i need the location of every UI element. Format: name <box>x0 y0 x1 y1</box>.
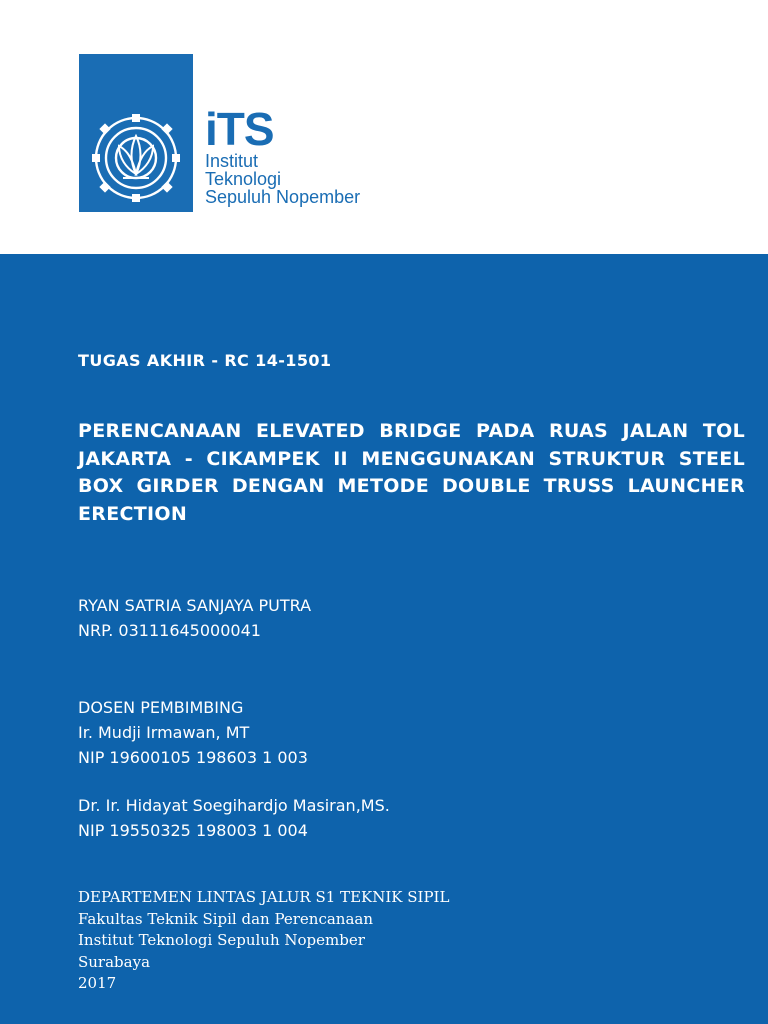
advisor-heading: DOSEN PEMBIMBING <box>78 698 244 717</box>
header <box>0 0 768 254</box>
its-emblem-icon <box>79 54 193 212</box>
advisor-1-nip: NIP 19600105 198603 1 003 <box>78 748 308 767</box>
department: DEPARTEMEN LINTAS JALUR S1 TEKNIK SIPIL <box>78 888 450 906</box>
university: Institut Teknologi Sepuluh Nopember <box>78 931 365 949</box>
advisor-2-name: Dr. Ir. Hidayat Soegihardjo Masiran,MS. <box>78 796 390 815</box>
document-code: TUGAS AKHIR - RC 14-1501 <box>78 351 332 370</box>
its-logo <box>79 54 193 212</box>
brand-short: iTS <box>205 103 274 155</box>
cover-panel <box>0 254 768 1024</box>
advisor-1-name: Ir. Mudji Irmawan, MT <box>78 723 250 742</box>
author-name: RYAN SATRIA SANJAYA PUTRA <box>78 596 312 615</box>
advisor-2-nip: NIP 19550325 198003 1 004 <box>78 821 308 840</box>
author-block <box>78 593 311 643</box>
faculty: Fakultas Teknik Sipil dan Perencanaan <box>78 909 374 928</box>
brand-line-2: Teknologi <box>205 169 282 189</box>
author-nrp: NRP. 03111645000041 <box>78 621 261 640</box>
institution-block <box>78 887 449 995</box>
year: 2017 <box>78 974 117 992</box>
thesis-title: PERENCANAAN ELEVATED BRIDGE PADA RUAS JALAN TOL JAKARTA - CIKAMPEK II MENGGUNAKAN STRUKTUR STEEL BOX GIRDER DENGAN METODE DOUBLE TRUSS LAUNCHER ERECTION <box>78 420 745 525</box>
city: Surabaya <box>78 952 151 971</box>
brand-line-1: Institut <box>205 151 259 171</box>
advisor-2-block <box>78 793 390 843</box>
brand-line-3: Sepuluh Nopember <box>205 187 361 207</box>
advisor-block <box>78 695 308 770</box>
